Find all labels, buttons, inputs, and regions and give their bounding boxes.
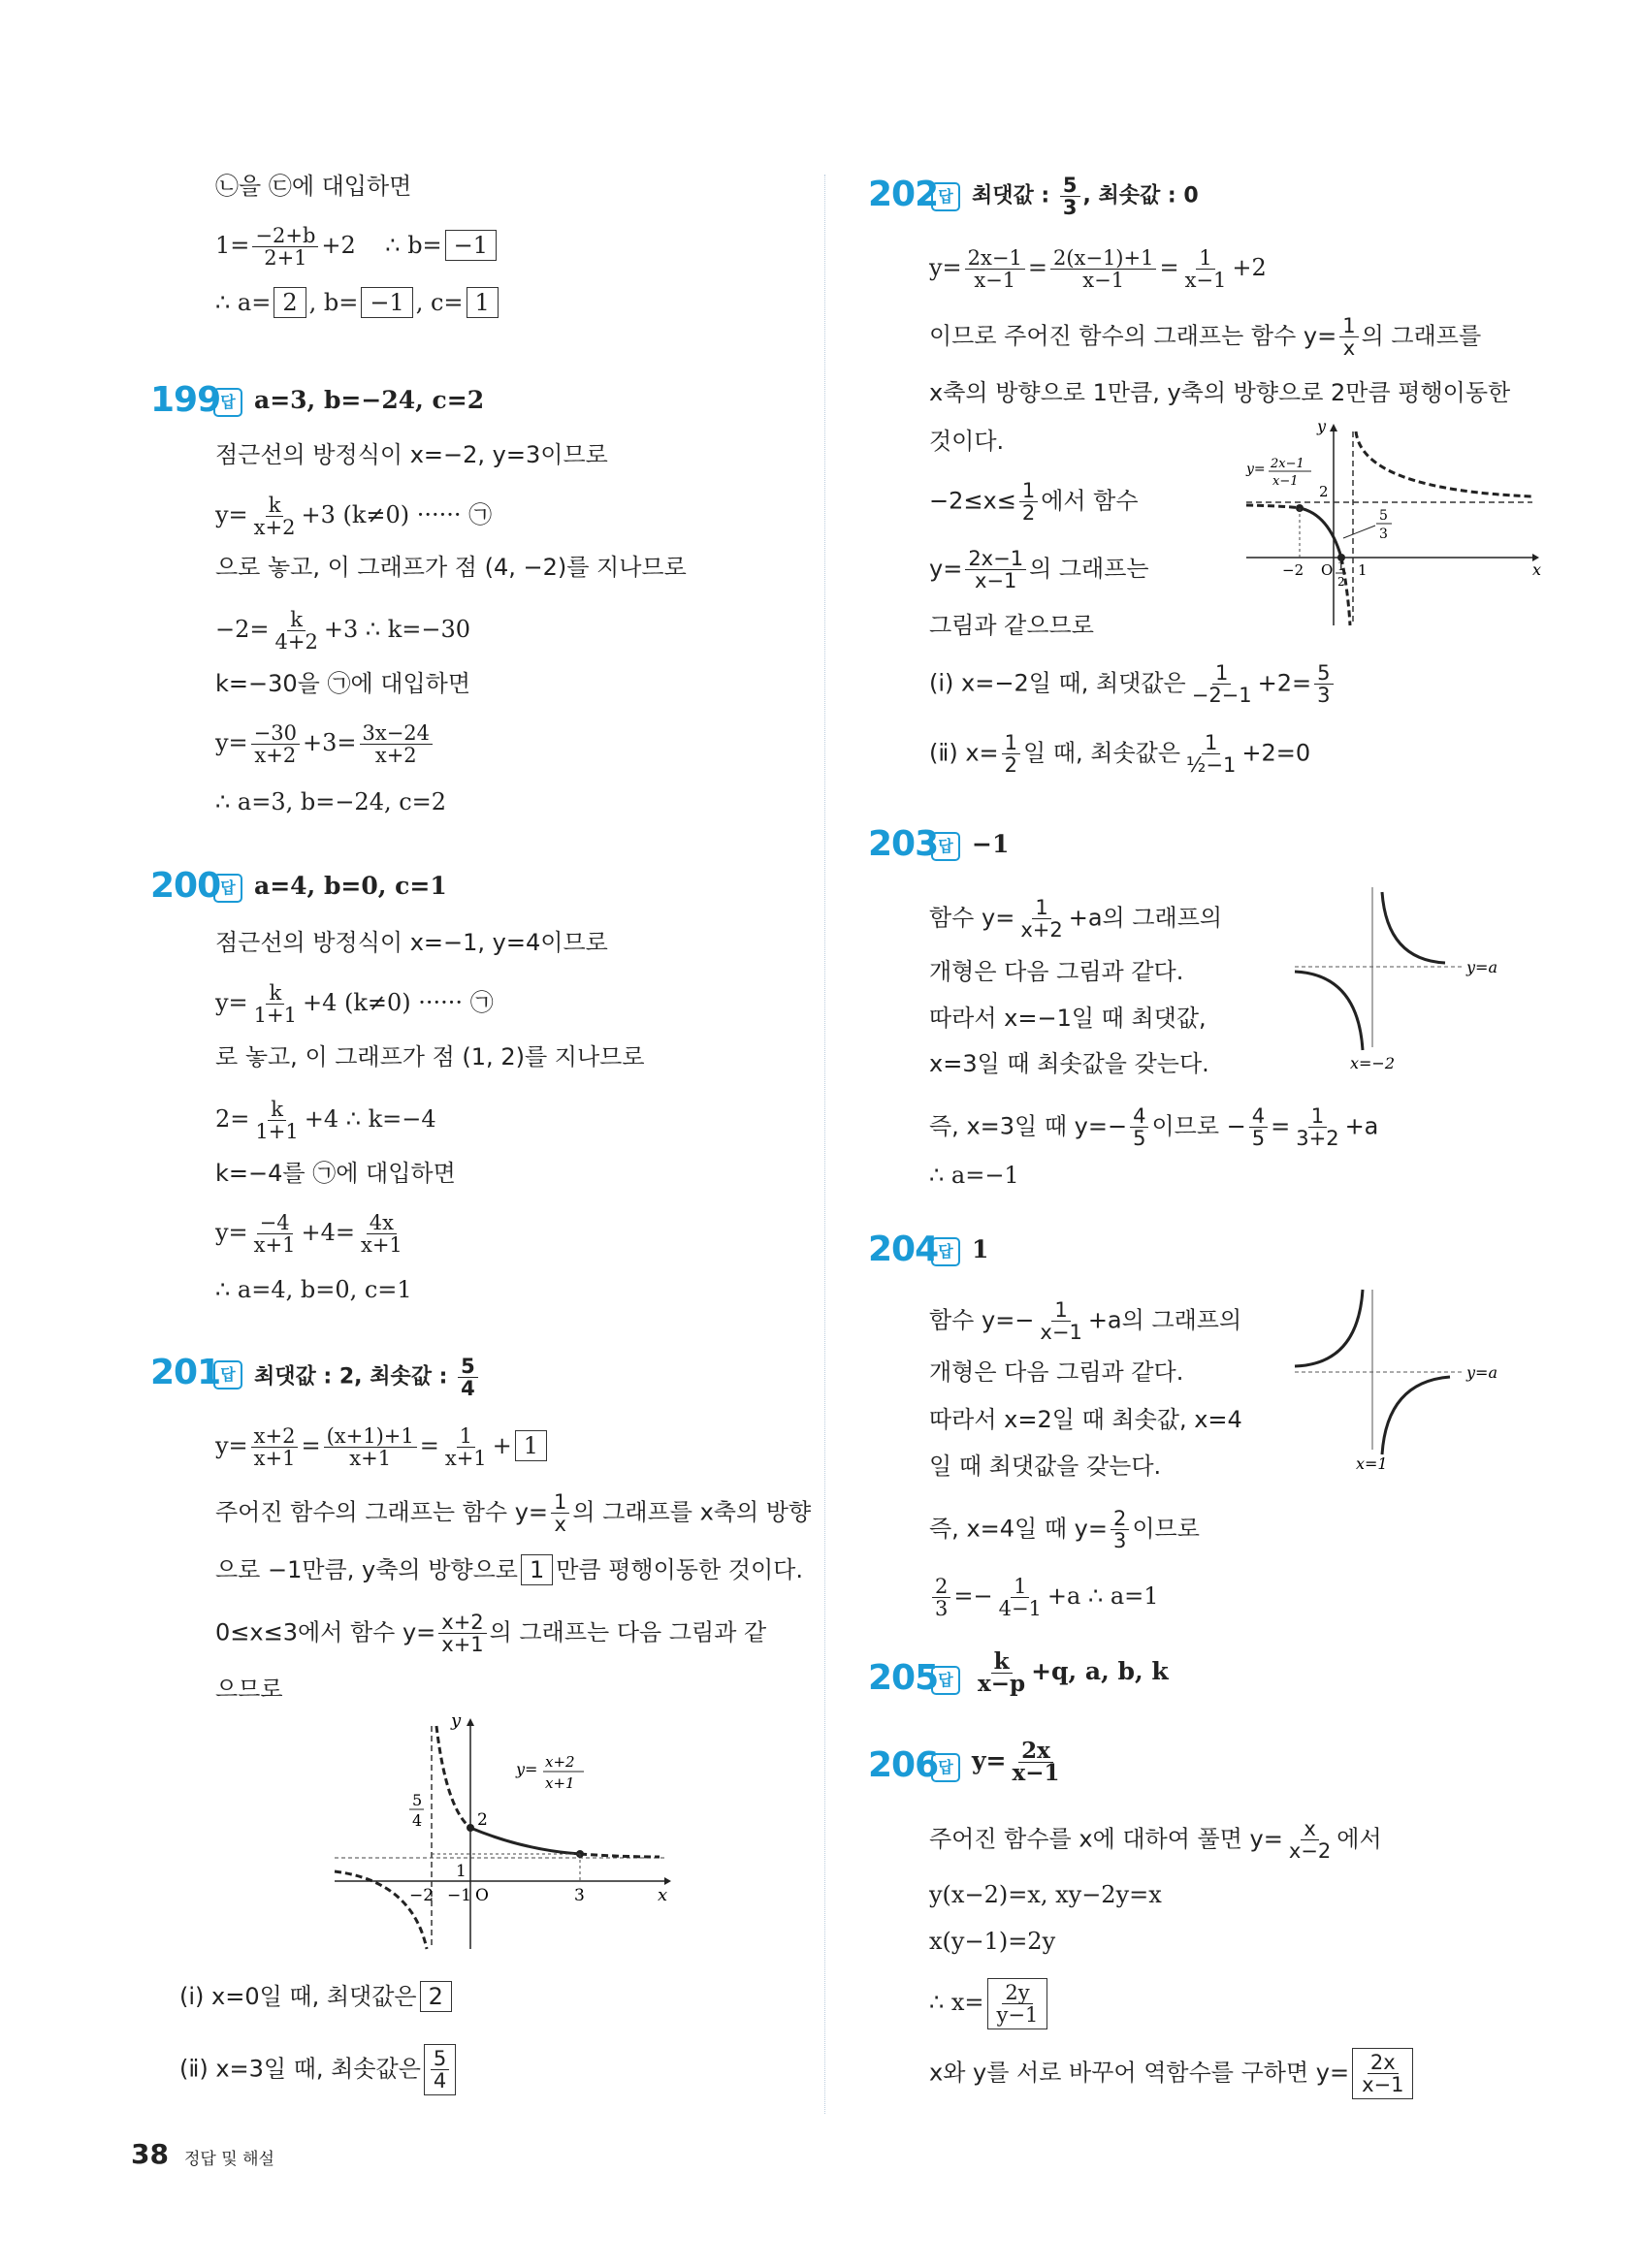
page-number: 38 <box>131 2138 169 2170</box>
p200-line4: 2= $\frac{k}{1+1}$ +4 ∴ k=−4 <box>215 1098 436 1143</box>
answer-badge: 답 <box>213 1360 242 1390</box>
problem-number: 200 <box>150 866 221 906</box>
p202-line4: 것이다. <box>929 428 1005 455</box>
p199-line5: k=−30을 ㉠에 대입하면 <box>215 670 471 697</box>
answer-badge: 답 <box>931 832 960 861</box>
p202-line1: y= $\frac{2x-1}{x-1}$ = $\frac{2(x-1)+1}{x-1}$ = $\frac{1}{x-1}$ +2 <box>929 246 1267 292</box>
graph-204 <box>1290 1285 1542 1479</box>
p200-line2: y= $\frac{k}{1+1}$ +4 (k≠0) ······ ㉠ <box>215 981 494 1027</box>
p200-line3: 로 놓고, 이 그래프가 점 (1, 2)를 지나므로 <box>215 1043 645 1070</box>
problem-number: 201 <box>150 1353 221 1392</box>
p206-line1: 주어진 함수를 x에 대하여 풀면 y= $\frac{x}{x-2}$ 에서 <box>929 1817 1382 1863</box>
answer-badge: 답 <box>931 1237 960 1266</box>
p201-line4: 0≤x≤3에서 함수 y= $\frac{x+2}{x+1}$ 의 그래프는 다음 그림과 같 <box>215 1611 767 1656</box>
svg-text:3: 3 <box>1379 527 1388 542</box>
p201-line3: 으로 −1만큼, y축의 방향으로 1 만큼 평행이동한 것이다. <box>215 1556 803 1583</box>
answer-badge: 답 <box>213 388 242 417</box>
svg-text:−2: −2 <box>409 1886 435 1905</box>
svg-text:x+1: x+1 <box>545 1774 575 1792</box>
answer-text: $\frac{k}{x-p}$ +q, a, b, k <box>978 1648 1169 1697</box>
p199-line6: y= $\frac{-30}{x+2}$ +3= $\frac{3x-24}{x+2}$ <box>215 722 435 766</box>
svg-text:x=1: x=1 <box>1356 1454 1388 1473</box>
footer-title: 정답 및 해설 <box>184 2150 274 2169</box>
p203-line2: 개형은 다음 그림과 같다. <box>929 958 1184 985</box>
svg-text:x: x <box>658 1885 668 1905</box>
p202-line2: 이므로 주어진 함수의 그래프는 함수 y= $\frac{1}{x}$ 의 그래프를 <box>929 314 1482 360</box>
answer-badge: 답 <box>931 182 960 211</box>
column-divider <box>824 175 825 2114</box>
problem-number: 204 <box>868 1230 939 1269</box>
svg-text:y=: y= <box>516 1760 538 1778</box>
p199-line7: ∴ a=3, b=−24, c=2 <box>215 788 447 815</box>
svg-text:y: y <box>1317 417 1327 435</box>
p199-line3: 으로 놓고, 이 그래프가 점 (4, −2)를 지나므로 <box>215 554 687 581</box>
svg-text:2: 2 <box>1337 575 1345 589</box>
p201-line7: (ⅱ) x=3일 때, 최솟값은 $\frac{5}{4}$ <box>179 2044 459 2095</box>
svg-text:1: 1 <box>456 1862 467 1881</box>
answer-text: 최댓값 : 2, 최솟값 : $\frac{5}{4}$ <box>254 1356 481 1399</box>
svg-text:3: 3 <box>574 1886 585 1905</box>
problem-number: 199 <box>150 380 221 420</box>
svg-text:x=−2: x=−2 <box>1350 1054 1396 1071</box>
svg-text:−2: −2 <box>1282 561 1304 579</box>
svg-text:x−1: x−1 <box>1272 474 1299 489</box>
svg-text:y=a: y=a <box>1466 1363 1497 1382</box>
p199-line1: 점근선의 방정식이 x=−2, y=3이므로 <box>215 441 608 468</box>
graph-203 <box>1290 878 1542 1071</box>
svg-text:y: y <box>451 1710 462 1731</box>
problem-number: 203 <box>868 824 939 864</box>
answer-text: 최댓값 : $\frac{5}{3}$ , 최솟값 : 0 <box>972 174 1199 219</box>
svg-text:1: 1 <box>1337 559 1345 573</box>
p201-line5: 으므로 <box>215 1676 283 1703</box>
answer-text: a=4, b=0, c=1 <box>254 872 447 900</box>
p206-line5: x와 y를 서로 바꾸어 역함수를 구하면 y= $\frac{2x}{x-1}$ <box>929 2048 1416 2099</box>
p204-line2: 개형은 다음 그림과 같다. <box>929 1358 1184 1386</box>
p200-line5: k=−4를 ㉠에 대입하면 <box>215 1160 456 1187</box>
svg-text:x+2: x+2 <box>545 1753 575 1771</box>
svg-text:4: 4 <box>412 1811 423 1830</box>
answer-text: 1 <box>972 1235 989 1263</box>
problem-number: 202 <box>868 175 939 214</box>
p203-line5: 즉, x=3일 때 y=− $\frac{4}{5}$ 이므로 − $\frac{4}{5}$ = $\frac{1}{3+2}$ +a <box>929 1104 1379 1150</box>
p198-line2: 1= $\frac{-2+b}{2+1}$ +2 ∴ b= −1 <box>215 225 499 269</box>
p202-line5: −2≤x≤ $\frac{1}{2}$ 에서 함수 <box>929 479 1139 525</box>
p201-line6: (ⅰ) x=0일 때, 최댓값은 2 <box>179 1980 455 2013</box>
answer-badge: 답 <box>931 1666 960 1695</box>
p201-line1: y= $\frac{x+2}{x+1}$ = $\frac{(x+1)+1}{x+1}$ = $\frac{1}{x+1}$ + 1 <box>215 1425 550 1469</box>
svg-text:2: 2 <box>477 1810 488 1830</box>
p206-line4: ∴ x= $\frac{2y}{y-1}$ <box>929 1978 1050 2029</box>
p202-line8: (ⅰ) x=−2일 때, 최댓값은 $\frac{1}{-2-1}$ +2= $\frac{5}{3}$ <box>929 662 1336 706</box>
svg-text:1: 1 <box>1358 561 1368 579</box>
p204-line6: $\frac{2}{3}$ =− $\frac{1}{4-1}$ +a ∴ a=1 <box>929 1576 1159 1619</box>
svg-text:O: O <box>475 1886 489 1905</box>
answer-text: −1 <box>972 830 1010 858</box>
p201-line2: 주어진 함수의 그래프는 함수 y= $\frac{1}{x}$ 의 그래프를 x축의 방향 <box>215 1490 812 1536</box>
svg-text:O: O <box>1321 561 1334 579</box>
problem-number: 205 <box>868 1658 939 1698</box>
p206-line3: x(y−1)=2y <box>929 1928 1056 1955</box>
svg-text:y=: y= <box>1246 462 1266 477</box>
svg-text:y=a: y=a <box>1466 958 1497 976</box>
p203-line1: 함수 y= $\frac{1}{x+2}$ +a의 그래프의 <box>929 896 1223 942</box>
p199-line4: −2= $\frac{k}{4+2}$ +3 ∴ k=−30 <box>215 608 471 654</box>
p204-line3: 따라서 x=2일 때 최솟값, x=4 <box>929 1406 1242 1433</box>
p204-line5: 즉, x=4일 때 y= $\frac{2}{3}$ 이므로 <box>929 1507 1200 1552</box>
problem-number: 206 <box>868 1745 939 1785</box>
p200-line1: 점근선의 방정식이 x=−1, y=4이므로 <box>215 929 608 956</box>
p198-line3: ∴ a= 2 , b= −1 , c= 1 <box>215 286 501 319</box>
svg-text:5: 5 <box>1379 508 1388 524</box>
p199-line2: y= $\frac{k}{x+2}$ +3 (k≠0) ······ ㉠ <box>215 494 493 539</box>
p202-line6: y= $\frac{2x-1}{x-1}$ 의 그래프는 <box>929 547 1149 592</box>
p200-line7: ∴ a=4, b=0, c=1 <box>215 1276 412 1303</box>
answer-box: −1 <box>445 230 497 261</box>
svg-text:5: 5 <box>412 1791 423 1809</box>
p204-line4: 일 때 최댓값을 갖는다. <box>929 1453 1162 1480</box>
p204-line1: 함수 y=− $\frac{1}{x-1}$ +a의 그래프의 <box>929 1298 1242 1344</box>
p202-line7: 그림과 같으므로 <box>929 612 1094 639</box>
svg-text:−1: −1 <box>447 1886 472 1905</box>
p203-line3: 따라서 x=−1일 때 최댓값, <box>929 1005 1207 1032</box>
svg-text:2x−1: 2x−1 <box>1271 457 1304 471</box>
answer-text: y= $\frac{2x}{x-1}$ <box>972 1738 1060 1786</box>
p200-line6: y= $\frac{-4}{x+1}$ +4= $\frac{4x}{x+1}$ <box>215 1211 402 1257</box>
p203-line4: x=3일 때 최솟값을 갖는다. <box>929 1050 1209 1077</box>
p203-line6: ∴ a=−1 <box>929 1162 1019 1189</box>
graph-201 <box>330 1707 679 1959</box>
graph-202 <box>1241 417 1552 630</box>
p202-line9: (ⅱ) x= $\frac{1}{2}$ 일 때, 최솟값은 $\frac{1}{\text{½−1}}$ +2=0 <box>929 731 1311 777</box>
p198-line1: ㉡을 ㉢에 대입하면 <box>215 173 412 200</box>
svg-text:2: 2 <box>1319 483 1329 500</box>
answer-badge: 답 <box>213 874 242 903</box>
answer-text: a=3, b=−24, c=2 <box>254 386 485 414</box>
p202-line3: x축의 방향으로 1만큼, y축의 방향으로 2만큼 평행이동한 <box>929 379 1511 406</box>
p206-line2: y(x−2)=x, xy−2y=x <box>929 1881 1162 1908</box>
answer-badge: 답 <box>931 1753 960 1782</box>
svg-text:x: x <box>1532 560 1542 579</box>
